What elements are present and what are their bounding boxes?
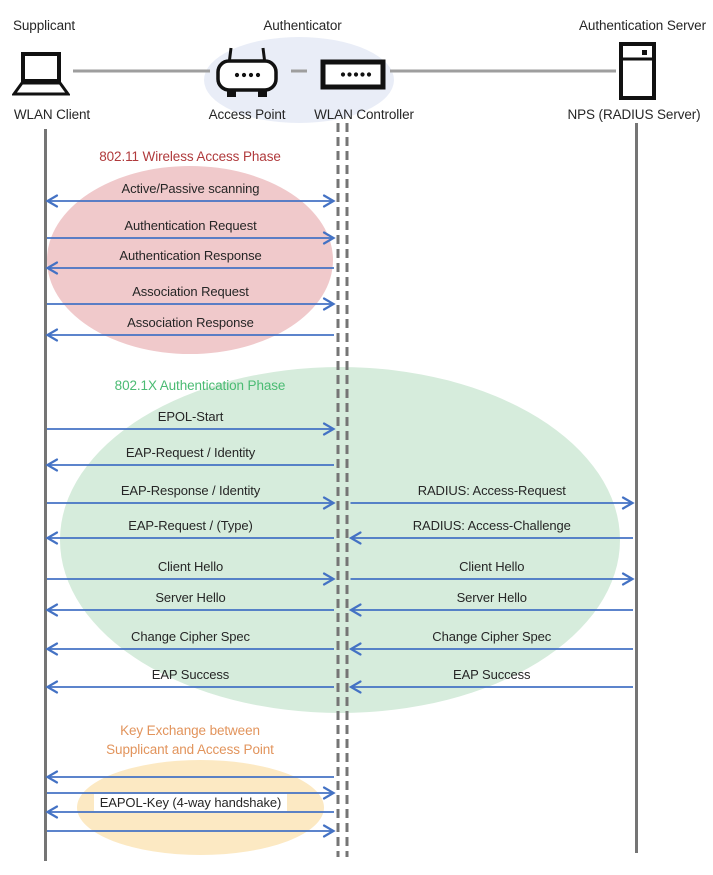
node-nps-label: NPS (RADIUS Server) bbox=[567, 107, 701, 122]
message-label: EPOL-Start bbox=[157, 409, 224, 424]
message-label: Association Request bbox=[132, 284, 249, 299]
message-label: Association Response bbox=[127, 315, 254, 330]
message-label: Change Cipher Spec bbox=[131, 629, 250, 644]
wlan-controller-icon bbox=[320, 59, 386, 90]
role-authentication-server-label: Authentication Server bbox=[579, 18, 706, 33]
key-exchange-floating-label bbox=[47, 794, 334, 811]
phase-key-exchange-title-line2: Supplicant and Access Point bbox=[106, 742, 274, 757]
key-exchange-floating-label-text: EAPOL-Key (4-way handshake) bbox=[94, 794, 288, 811]
role-supplicant-label: Supplicant bbox=[13, 18, 76, 33]
message-label: EAP-Response / Identity bbox=[120, 483, 261, 498]
message-label: Active/Passive scanning bbox=[121, 181, 260, 196]
phase-802-1x-title: 802.1X Authentication Phase bbox=[114, 378, 286, 393]
node-wlan-controller-label: WLAN Controller bbox=[314, 107, 414, 122]
message-label: EAP Success bbox=[453, 667, 531, 682]
phase-key-exchange-title-line1: Key Exchange between bbox=[120, 723, 260, 738]
message-label: Change Cipher Spec bbox=[432, 629, 552, 644]
server-icon bbox=[619, 42, 656, 100]
message-label: Authentication Response bbox=[119, 248, 262, 263]
phase-key-exchange-title bbox=[45, 721, 335, 759]
role-authenticator-label: Authenticator bbox=[263, 18, 342, 33]
message-label: Server Hello bbox=[456, 590, 527, 605]
message-label: RADIUS: Access-Challenge bbox=[412, 518, 571, 533]
laptop-icon bbox=[12, 52, 70, 96]
message-label: Server Hello bbox=[155, 590, 226, 605]
message-label: Client Hello bbox=[459, 559, 525, 574]
message-label: Client Hello bbox=[157, 559, 224, 574]
access-point-icon bbox=[213, 46, 281, 102]
message-label: EAP Success bbox=[151, 667, 230, 682]
node-wlan-client-label: WLAN Client bbox=[13, 107, 91, 122]
message-label: EAP-Request / (Type) bbox=[128, 518, 253, 533]
phase-802-11-title: 802.11 Wireless Access Phase bbox=[99, 149, 281, 164]
node-access-point-label: Access Point bbox=[208, 107, 286, 122]
message-label: Authentication Request bbox=[124, 218, 257, 233]
message-label: RADIUS: Access-Request bbox=[417, 483, 566, 498]
message-label: EAP-Request / Identity bbox=[125, 445, 256, 460]
